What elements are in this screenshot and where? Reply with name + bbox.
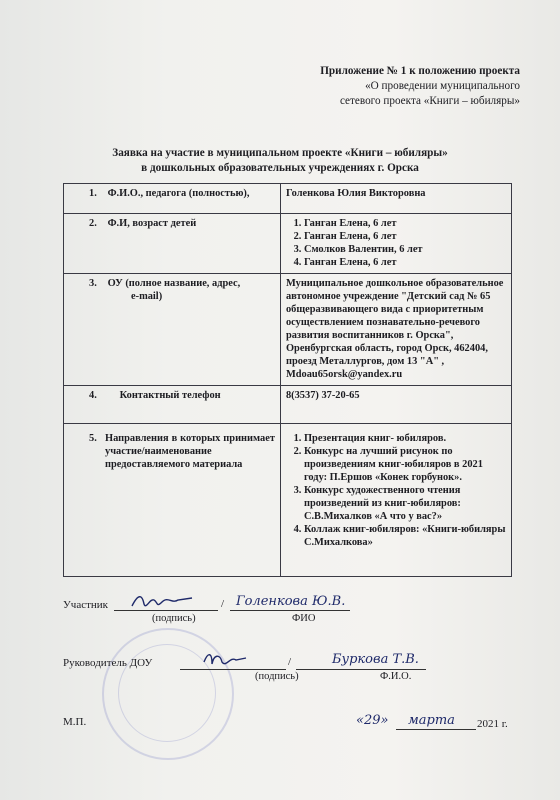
table-row: [64, 386, 512, 424]
field-label-teacher: Ф.И.О., педагога (полностью),: [107, 188, 250, 199]
field-value-org: Муниципальное дошкольное образовательное автономное учреждение "Детский сад № 65 общеразвивающего вида с приоритетным осуществлением познавательно-речевого развития воспитанников г. Орска", Оренбургская область, город Орск, 462404, проезд Металлургов, дом 13 "А" , Mdoau65orsk@yandex.ru: [285, 278, 504, 380]
list-item: 2. Конкурс на лучший рисунок по произведениям книг-юбиляров в 2021 году: П.Ершов «Конек горбунок».: [304, 445, 506, 484]
list-item: 4. Ганган Елена, 6 лет: [304, 256, 506, 269]
field-label-phone: Контактный телефон: [119, 390, 221, 401]
appendix-line-2: «О проведении муниципального: [365, 80, 520, 92]
appendix-line-3: сетевого проекта «Книги – юбиляры»: [339, 95, 520, 107]
children-list: [286, 217, 506, 269]
field-label-directions: Направления в которых принимает участие/наименование предоставляемого материала: [105, 433, 275, 470]
field-label-org-1: ОУ (полное название, адрес,: [107, 278, 241, 289]
row-number: 5.: [89, 433, 97, 444]
list-item: 4. Коллаж книг-юбиляров: «Книги-юбиляры С.Михалкова»: [304, 523, 506, 549]
field-label-children: Ф.И, возраст детей: [107, 218, 197, 229]
table-row: [64, 184, 512, 214]
head-signature-icon: [200, 648, 250, 672]
field-label-org-2: e-mail): [131, 291, 163, 302]
head-label: Руководитель ДОУ: [63, 657, 153, 669]
field-value-teacher: Голенкова Юлия Викторовна: [285, 188, 426, 199]
participant-fio-line: [230, 610, 350, 611]
row-number: 4.: [89, 390, 97, 401]
directions-list: [286, 432, 506, 549]
list-item: 3. Конкурс художественного чтения произведений из книг-юбиляров: С.В.Михалков «А что у вас?»: [304, 484, 506, 523]
caption-signature: (подпись): [152, 613, 196, 624]
row-number: 1.: [89, 188, 97, 199]
list-item: 1. Презентация книг- юбиляров.: [304, 432, 506, 445]
head-fio-line: [296, 669, 426, 670]
caption-fio: ФИО: [292, 613, 316, 624]
appendix-header: [280, 64, 520, 109]
title-line-2: в дошкольных образовательных учреждениях г. Орска: [141, 162, 419, 174]
appendix-line-1: Приложение № 1 к положению проекта: [320, 65, 520, 77]
caption-signature-2: (подпись): [255, 671, 299, 682]
list-item: 1. Ганган Елена, 6 лет: [304, 217, 506, 230]
field-value-phone: 8(3537) 37-20-65: [285, 390, 360, 401]
stamp-place-label: М.П.: [63, 716, 87, 728]
table-row: [64, 424, 512, 577]
date-month-line: [396, 729, 476, 730]
application-table: [63, 183, 512, 577]
head-fio-handwritten: Буркова Т.В.: [332, 652, 419, 667]
list-item: 3. Смолков Валентин, 6 лет: [304, 243, 506, 256]
date-year: 2021 г.: [477, 718, 508, 730]
participant-fio-handwritten: Голенкова Ю.В.: [236, 594, 346, 609]
row-number: 3.: [89, 278, 97, 289]
row-number: 2.: [89, 218, 97, 229]
list-item: 2. Ганган Елена, 6 лет: [304, 230, 506, 243]
participant-label: Участник: [63, 599, 109, 611]
date-month-handwritten: марта: [408, 713, 455, 728]
table-row: [64, 214, 512, 274]
date-day-handwritten: «29»: [356, 713, 389, 728]
title-line-1: Заявка на участие в муниципальном проекте «Книги – юбиляры»: [112, 147, 448, 159]
caption-fio-2: Ф.И.О.: [380, 671, 412, 682]
table-row: [64, 274, 512, 386]
participant-signature-icon: [128, 590, 198, 614]
document-page: Приложение № 1 к положению проекта «О проведении муниципального сетевого проекта «Книги – юбиляры» Заявка на участие в муниципальном проекте «Книги – юбиляры» в дошкольных образовательных учреждениях г. Орска 1. Ф.И.О., педагога (полностью), Голенкова Юлия Викторовна 2. Ф.И, возраст детей 1. Ганган Елена, 6 лет 2. Ганган Елена, 6 лет 3. Смолков Валентин, 6 лет 4. Ганган Елена, 6 лет 3. ОУ (полное название, адрес, e-mail) Муниципальное дошкольное образовательное автономное учреждение "Детский сад № 65 общеразвивающего вида с приоритетным осуществлением познавательно-речевого развития воспитанников г. Орска", Оренбургская область, город Орск, 462404, проезд Металлургов, дом 13 "А" , Mdoau65orsk@yandex.ru 4. Контактный телефон 8(3537) 37-20-65 5. Направления в которых принимает участие/наименование предоставляемого материала 1. Презентация книг- юбиляров. 2. Конкурс на лучший рисунок по произведениям книг-юбиляров в 2021 году: П.Ершов «Конек горбунок». 3. Конкурс художественного чтения произведений из книг-юбиляров: С.В.Михалков «А что у вас?» 4. Коллаж книг-юбиляров: «Книги-юбиляры С.Михалкова» Участник / Голенкова Ю.В. (подпись) ФИО Руководитель ДОУ / Буркова Т.В. (подпись) Ф.И.О. М.П. «29» марта 2021 г.: [0, 0, 560, 800]
document-title: [0, 146, 560, 176]
